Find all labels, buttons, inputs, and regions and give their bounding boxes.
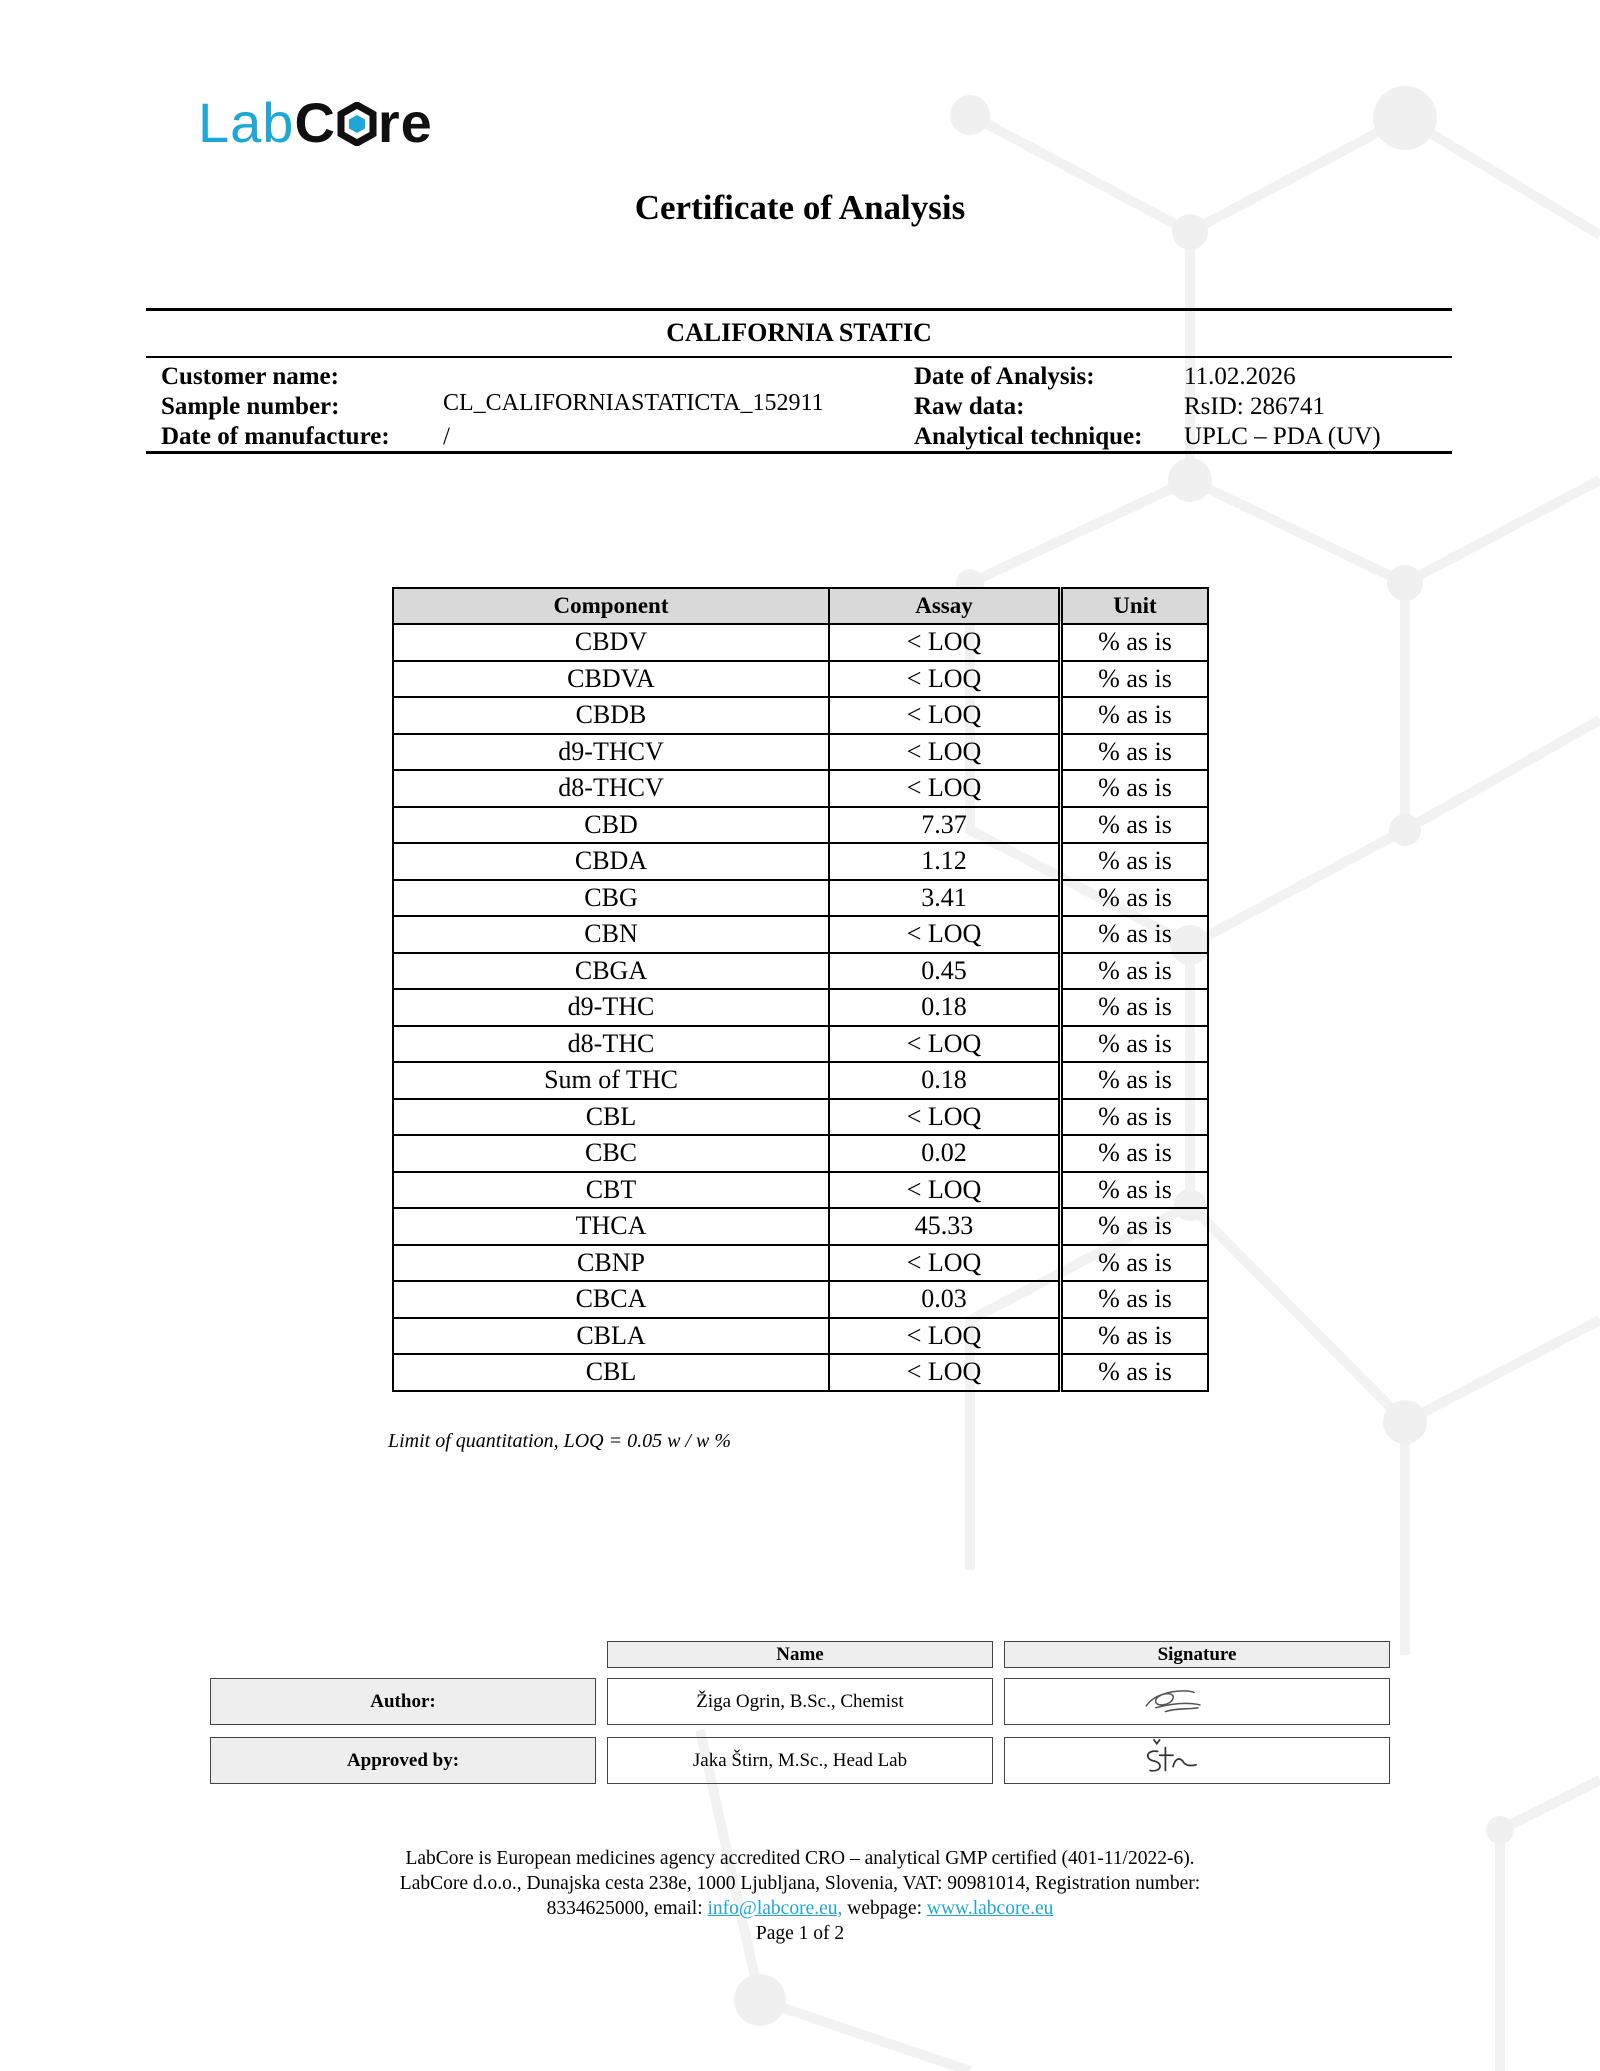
assay-cell: 0.03 <box>829 1281 1061 1318</box>
unit-cell: % as is <box>1061 843 1209 880</box>
analytical-technique-label: Analytical technique: <box>914 423 1143 450</box>
date-of-manufacture-value: / <box>443 423 450 450</box>
table-row <box>393 1172 1208 1209</box>
component-cell: CBCA <box>393 1281 829 1318</box>
assay-cell: < LOQ <box>829 1245 1061 1282</box>
date-of-manufacture-label: Date of manufacture: <box>161 423 390 450</box>
assay-cell: < LOQ <box>829 770 1061 807</box>
assay-cell: < LOQ <box>829 1026 1061 1063</box>
footer-contact <box>0 1896 1600 1921</box>
footer <box>0 1846 1600 1946</box>
unit-cell: % as is <box>1061 1281 1209 1318</box>
author-signature <box>1004 1678 1390 1725</box>
hexagon-icon <box>337 102 377 146</box>
page-number: Page 1 of 2 <box>755 1923 845 1944</box>
results-table <box>392 587 1209 1392</box>
loq-note: Limit of quantitation, LOQ = 0.05 w / w % <box>388 1430 731 1452</box>
component-cell: CBC <box>393 1135 829 1172</box>
component-cell: CBLA <box>393 1318 829 1355</box>
webpage-link[interactable]: www.labcore.eu <box>926 1898 1054 1919</box>
logo-core-c: C <box>294 90 336 154</box>
name-column-header: Name <box>607 1641 993 1668</box>
customer-name-label: Customer name: <box>161 363 339 390</box>
unit-cell: % as is <box>1061 989 1209 1026</box>
logo-core-text <box>294 90 432 155</box>
component-cell: d8-THC <box>393 1026 829 1063</box>
signature-column-header: Signature <box>1004 1641 1390 1668</box>
table-row <box>393 953 1208 990</box>
table-row <box>393 1281 1208 1318</box>
component-cell: THCA <box>393 1208 829 1245</box>
component-cell: d9-THCV <box>393 734 829 771</box>
approved-signature-image <box>1005 1738 1389 1783</box>
component-cell: CBT <box>393 1172 829 1209</box>
table-row <box>393 1135 1208 1172</box>
assay-cell: < LOQ <box>829 661 1061 698</box>
assay-cell: < LOQ <box>829 1172 1061 1209</box>
component-cell: CBNP <box>393 1245 829 1282</box>
assay-cell: < LOQ <box>829 916 1061 953</box>
sample-name: CALIFORNIA STATIC <box>666 318 932 347</box>
header-top-rule <box>146 308 1452 311</box>
table-row <box>393 880 1208 917</box>
table-row <box>393 916 1208 953</box>
component-cell: CBL <box>393 1354 829 1391</box>
component-cell: CBDV <box>393 624 829 661</box>
assay-cell: 0.18 <box>829 1062 1061 1099</box>
unit-cell: % as is <box>1061 1208 1209 1245</box>
table-row <box>393 1318 1208 1355</box>
assay-cell: < LOQ <box>829 1318 1061 1355</box>
assay-cell: < LOQ <box>829 697 1061 734</box>
unit-cell: % as is <box>1061 624 1209 661</box>
component-cell: CBDVA <box>393 661 829 698</box>
component-cell: d8-THCV <box>393 770 829 807</box>
table-row <box>393 624 1208 661</box>
unit-cell: % as is <box>1061 1172 1209 1209</box>
table-row <box>393 661 1208 698</box>
unit-cell: % as is <box>1061 1354 1209 1391</box>
table-row <box>393 1354 1208 1391</box>
component-cell: CBN <box>393 916 829 953</box>
email-link[interactable]: info@labcore.eu, <box>707 1898 843 1919</box>
assay-cell: 3.41 <box>829 880 1061 917</box>
component-cell: CBD <box>393 807 829 844</box>
unit-cell: % as is <box>1061 807 1209 844</box>
approved-by-name: Jaka Štirn, M.Sc., Head Lab <box>607 1737 993 1784</box>
unit-cell: % as is <box>1061 1062 1209 1099</box>
table-row <box>393 807 1208 844</box>
unit-cell: % as is <box>1061 1135 1209 1172</box>
author-name: Žiga Ogrin, B.Sc., Chemist <box>607 1678 993 1725</box>
unit-cell: % as is <box>1061 953 1209 990</box>
table-row <box>393 697 1208 734</box>
assay-cell: < LOQ <box>829 734 1061 771</box>
assay-cell: < LOQ <box>829 624 1061 661</box>
raw-data-label: Raw data: <box>914 393 1025 420</box>
table-row <box>393 1062 1208 1099</box>
table-row <box>393 843 1208 880</box>
table-row <box>393 1099 1208 1136</box>
raw-data-value: RsID: 286741 <box>1184 393 1325 420</box>
component-cell: CBG <box>393 880 829 917</box>
author-signature-image <box>1005 1679 1389 1724</box>
unit-cell: % as is <box>1061 1318 1209 1355</box>
component-cell: Sum of THC <box>393 1062 829 1099</box>
sample-number-value: CL_CALIFORNIASTATICTA_152911 <box>443 390 824 416</box>
logo-core-re: re <box>377 90 433 154</box>
assay-column-header: Assay <box>829 588 1061 624</box>
unit-cell: % as is <box>1061 880 1209 917</box>
author-label: Author: <box>210 1678 596 1725</box>
component-cell: CBL <box>393 1099 829 1136</box>
assay-cell: 1.12 <box>829 843 1061 880</box>
assay-cell: 0.45 <box>829 953 1061 990</box>
assay-cell: 0.02 <box>829 1135 1061 1172</box>
component-cell: d9-THC <box>393 989 829 1026</box>
table-row <box>393 1208 1208 1245</box>
table-row <box>393 1026 1208 1063</box>
assay-cell: 0.18 <box>829 989 1061 1026</box>
header-middle-rule <box>146 356 1452 358</box>
date-of-analysis-label: Date of Analysis: <box>914 363 1095 390</box>
approved-by-signature <box>1004 1737 1390 1784</box>
unit-cell: % as is <box>1061 734 1209 771</box>
unit-cell: % as is <box>1061 916 1209 953</box>
component-cell: CBDB <box>393 697 829 734</box>
unit-cell: % as is <box>1061 661 1209 698</box>
footer-accreditation: LabCore is European medicines agency accredited CRO – analytical GMP certified (401-11/2022-6). <box>405 1848 1195 1869</box>
unit-cell: % as is <box>1061 697 1209 734</box>
analytical-technique-value: UPLC – PDA (UV) <box>1184 423 1381 450</box>
assay-cell: < LOQ <box>829 1099 1061 1136</box>
component-cell: CBGA <box>393 953 829 990</box>
results-table-body <box>393 624 1208 1391</box>
table-row <box>393 1245 1208 1282</box>
unit-cell: % as is <box>1061 1245 1209 1282</box>
unit-column-header: Unit <box>1061 588 1209 624</box>
assay-cell: 7.37 <box>829 807 1061 844</box>
document-title: Certificate of Analysis <box>634 188 966 227</box>
header-bottom-rule <box>146 451 1452 454</box>
assay-cell: 45.33 <box>829 1208 1061 1245</box>
table-row <box>393 989 1208 1026</box>
component-cell: CBDA <box>393 843 829 880</box>
approved-by-label: Approved by: <box>210 1737 596 1784</box>
labcore-logo <box>198 92 433 152</box>
logo-lab-text: Lab <box>198 90 295 154</box>
footer-webpage-label: webpage: <box>842 1898 927 1919</box>
table-header-row <box>393 588 1208 624</box>
sample-number-label: Sample number: <box>161 393 340 420</box>
table-row <box>393 734 1208 771</box>
table-row <box>393 770 1208 807</box>
assay-cell: < LOQ <box>829 1354 1061 1391</box>
footer-registration: 8334625000, email: <box>546 1898 708 1919</box>
unit-cell: % as is <box>1061 770 1209 807</box>
component-column-header: Component <box>393 588 829 624</box>
date-of-analysis-value: 11.02.2026 <box>1184 363 1296 390</box>
footer-address: LabCore d.o.o., Dunajska cesta 238e, 1000 Ljubljana, Slovenia, VAT: 90981014, Registration number: <box>399 1873 1201 1894</box>
unit-cell: % as is <box>1061 1026 1209 1063</box>
unit-cell: % as is <box>1061 1099 1209 1136</box>
